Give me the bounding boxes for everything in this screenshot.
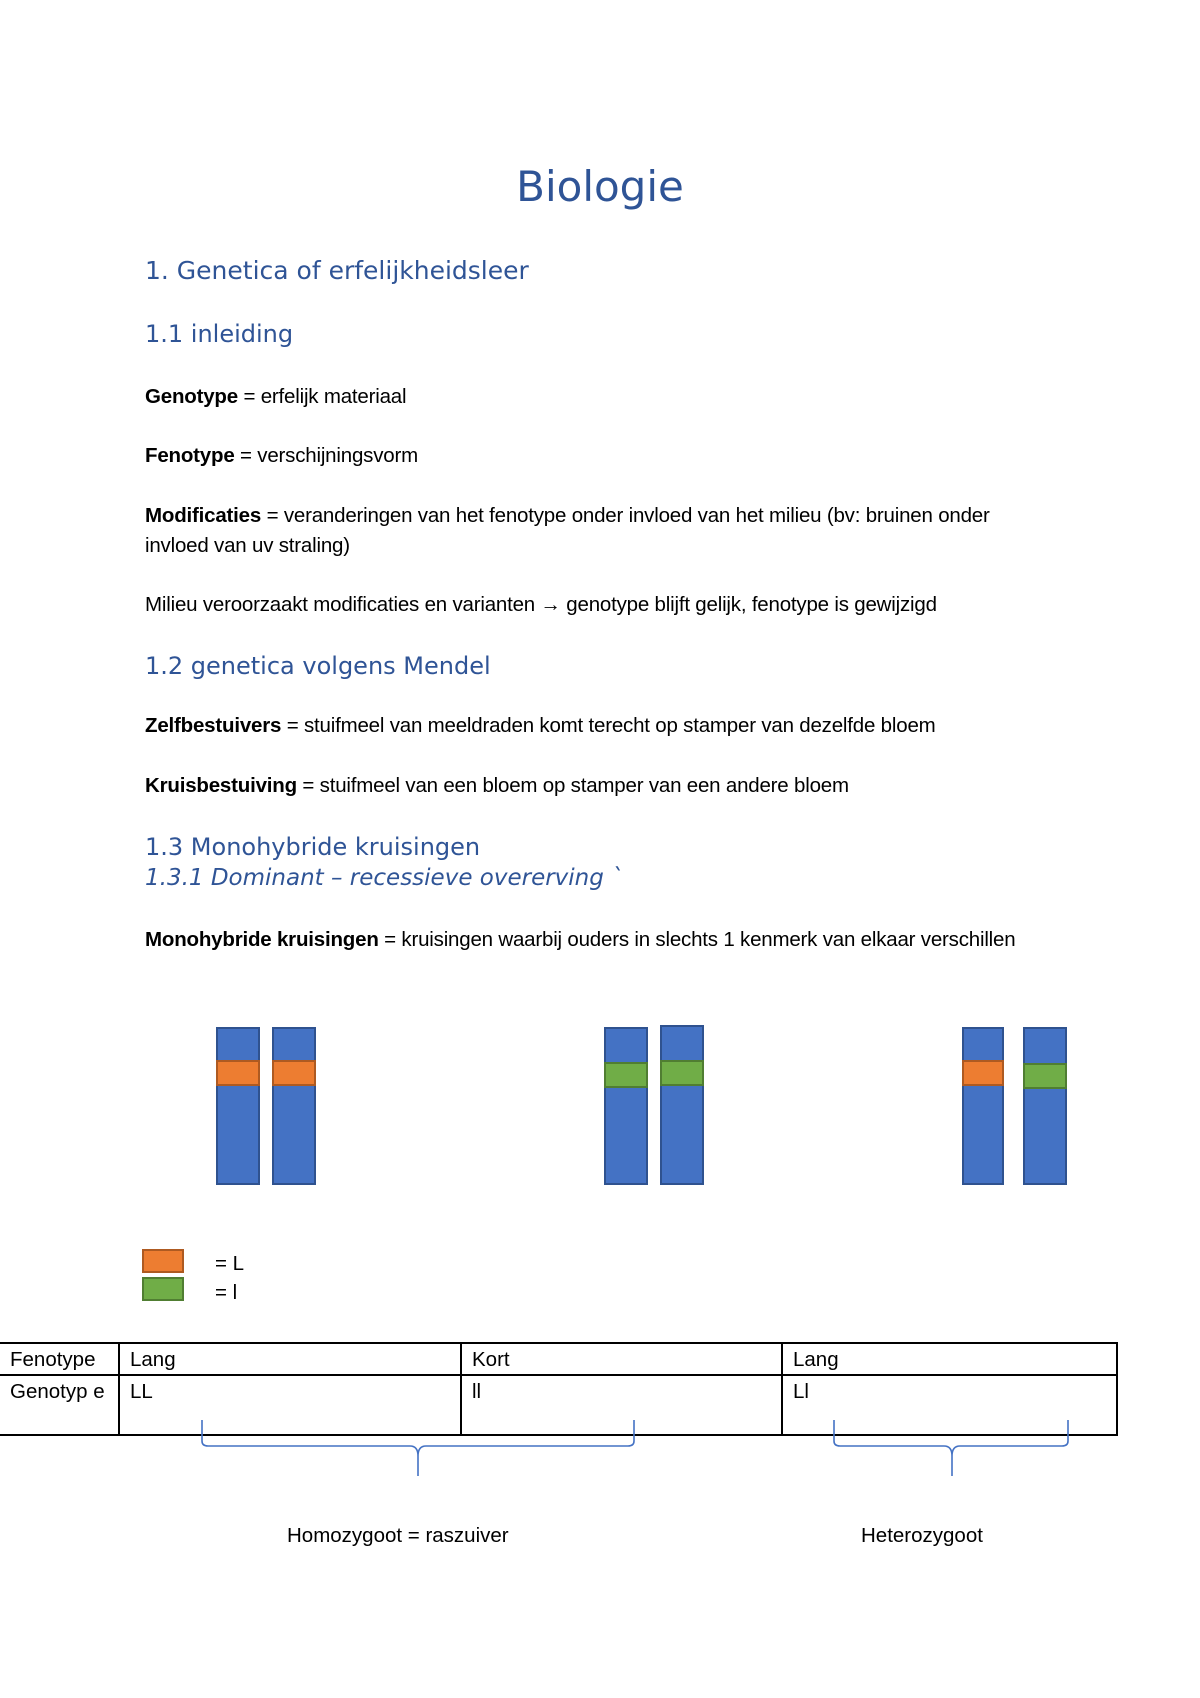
- term-genotype: Genotype: [145, 385, 238, 408]
- arrow-icon: →: [540, 593, 561, 616]
- brace-heterozygoot: [834, 1420, 1068, 1476]
- milieu-text-before: Milieu veroorzaakt modificaties en varianten: [145, 593, 541, 616]
- def-zelfbestuivers: = stuifmeel van meeldraden komt terecht op stamper van dezelfde bloem: [281, 714, 936, 737]
- label-heterozygoot: Heterozygoot: [861, 1524, 983, 1547]
- term-fenotype: Fenotype: [145, 444, 235, 467]
- heading-genetica: 1. Genetica of erfelijkheidsleer: [145, 256, 529, 285]
- term-kruisbestuiving: Kruisbestuiving: [145, 774, 297, 797]
- term-modificaties: Modificaties: [145, 504, 262, 527]
- subheading-dominant-recessief: 1.3.1 Dominant – recessieve overerving `: [145, 865, 623, 891]
- table-cell: LL: [119, 1375, 461, 1435]
- table-cell: Lang: [119, 1343, 461, 1375]
- table-cell-label: Fenotype: [0, 1343, 119, 1375]
- def-monohybride: = kruisingen waarbij ouders in slechts 1 kenmerk van elkaar verschillen: [378, 928, 1016, 951]
- heading-monohybride: 1.3 Monohybride kruisingen: [145, 833, 481, 861]
- label-homozygoot: Homozygoot = raszuiver: [287, 1524, 509, 1547]
- def-genotype: = erfelijk materiaal: [237, 385, 407, 408]
- heading-inleiding: 1.1 inleiding: [145, 320, 294, 348]
- def-fenotype: = verschijningsvorm: [234, 444, 418, 467]
- table-cell: Lang: [782, 1343, 1117, 1375]
- def-kruisbestuiving: = stuifmeel van een bloem op stamper van een andere bloem: [296, 774, 849, 797]
- term-monohybride: Monohybride kruisingen: [145, 928, 379, 951]
- term-zelfbestuivers: Zelfbestuivers: [145, 714, 282, 737]
- legend-label-l: = l: [215, 1281, 238, 1304]
- table-cell: Kort: [461, 1343, 782, 1375]
- page-title: Biologie: [516, 162, 684, 211]
- brace-homozygoot: [202, 1420, 634, 1476]
- milieu-text-after: genotype blijft gelijk, fenotype is gewijzigd: [560, 593, 937, 616]
- table-cell: Ll: [782, 1375, 1117, 1435]
- legend-label-L: = L: [215, 1252, 245, 1275]
- table-cell: ll: [461, 1375, 782, 1435]
- heading-mendel: 1.2 genetica volgens Mendel: [145, 652, 491, 680]
- def-modificaties: = veranderingen van het fenotype onder invloed van het milieu (bv: bruinen onder invloed van uv straling): [145, 504, 990, 557]
- table-cell-label: Genotyp e: [0, 1375, 119, 1435]
